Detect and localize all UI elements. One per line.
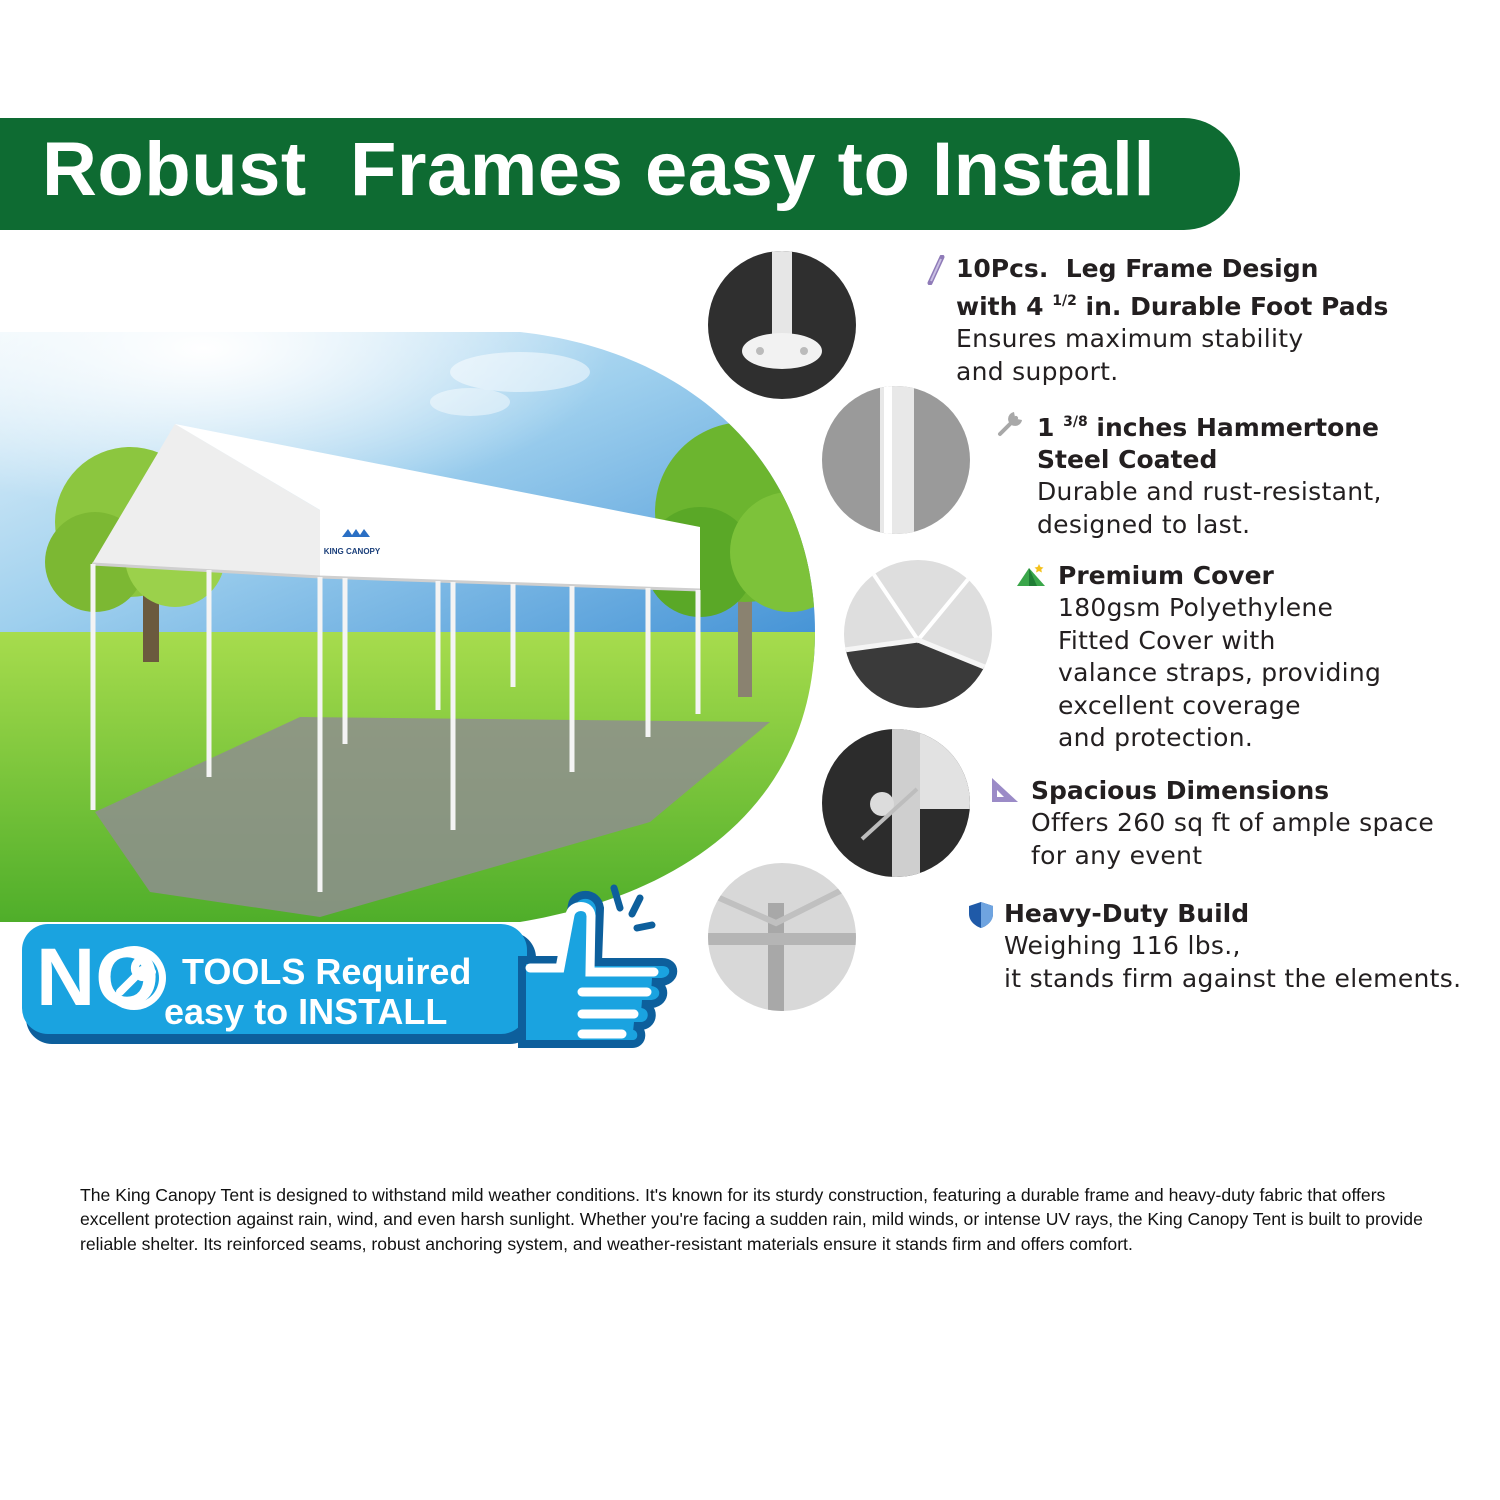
feature-body-line: valance straps, providing — [1058, 658, 1382, 687]
tent-icon — [1015, 562, 1049, 588]
feature-body-line: 180gsm Polyethylene — [1058, 593, 1334, 622]
feature-body-line: and protection. — [1058, 723, 1254, 752]
shield-icon — [966, 900, 996, 930]
feature-title-line2: with 4 $^{1/2}$ in. Durable Foot Pads — [956, 292, 1389, 321]
pole-icon — [926, 255, 946, 285]
feature-body-line: Offers 260 sq ft of ample space — [1031, 808, 1435, 837]
feature-body-line: excellent coverage — [1058, 690, 1301, 720]
valance-strap-photo — [822, 729, 970, 877]
feature-body-line: and support. — [956, 356, 1119, 386]
no-tools-badge — [22, 880, 682, 1050]
feature-body-line: Fitted Cover with — [1058, 625, 1276, 655]
feature-title-line2: Steel Coated — [1037, 445, 1218, 474]
badge-no: NO — [36, 932, 159, 1023]
feature-heavy-duty — [1004, 898, 1461, 995]
feature-title: 10Pcs. Leg Frame Design — [956, 254, 1319, 283]
frame-joint-photo — [708, 863, 856, 1011]
steel-pole-photo — [822, 386, 970, 534]
description-paragraph: The King Canopy Tent is designed to withstand mild weather conditions. It's known for its sturdy construction, featuring a durable frame and heavy-duty fabric that offers excellent protection against rain, wind, and even harsh sunlight. Whether you're facing a sudden rain, mild winds, or intense UV rays, the King Canopy Tent is built to provide reliable shelter. Its reinforced seams, robust anchoring system, and weather-resistant materials ensure it stands firm and offers comfort. — [80, 1185, 1423, 1254]
canopy-scene-image — [0, 332, 815, 922]
badge-line1: TOOLS Required — [182, 951, 472, 992]
canopy-logo-text: KING CANOPY — [323, 547, 381, 556]
cover-corner-photo — [844, 560, 992, 708]
foot-pad-photo — [708, 251, 856, 399]
feature-premium-cover — [1058, 560, 1381, 755]
feature-title: 1 $^{3/8}$ inches Hammertone — [1037, 413, 1380, 442]
banner-title: Robust Frames easy to Install — [42, 127, 1156, 212]
badge-line2: easy to INSTALL — [164, 991, 448, 1032]
feature-leg-frame — [956, 253, 1388, 388]
feature-title: Heavy-Duty Build — [1004, 899, 1250, 928]
ruler-icon — [990, 776, 1020, 804]
feature-body-line: Durable and rust-resistant, — [1037, 477, 1382, 506]
feature-body-line: Ensures maximum stability — [956, 324, 1304, 353]
wrench-icon — [996, 408, 1026, 438]
feature-body-line: Weighing 116 lbs., — [1004, 931, 1241, 960]
feature-title: Premium Cover — [1058, 561, 1274, 590]
feature-spacious-dimensions — [1031, 775, 1434, 872]
thumbs-up-icon — [522, 888, 673, 1044]
feature-title: Spacious Dimensions — [1031, 776, 1330, 805]
feature-steel-coated — [1037, 406, 1382, 541]
feature-body-line: for any event — [1031, 840, 1203, 870]
feature-body-line: it stands firm against the elements. — [1004, 963, 1462, 993]
feature-body-line: designed to last. — [1037, 509, 1251, 539]
